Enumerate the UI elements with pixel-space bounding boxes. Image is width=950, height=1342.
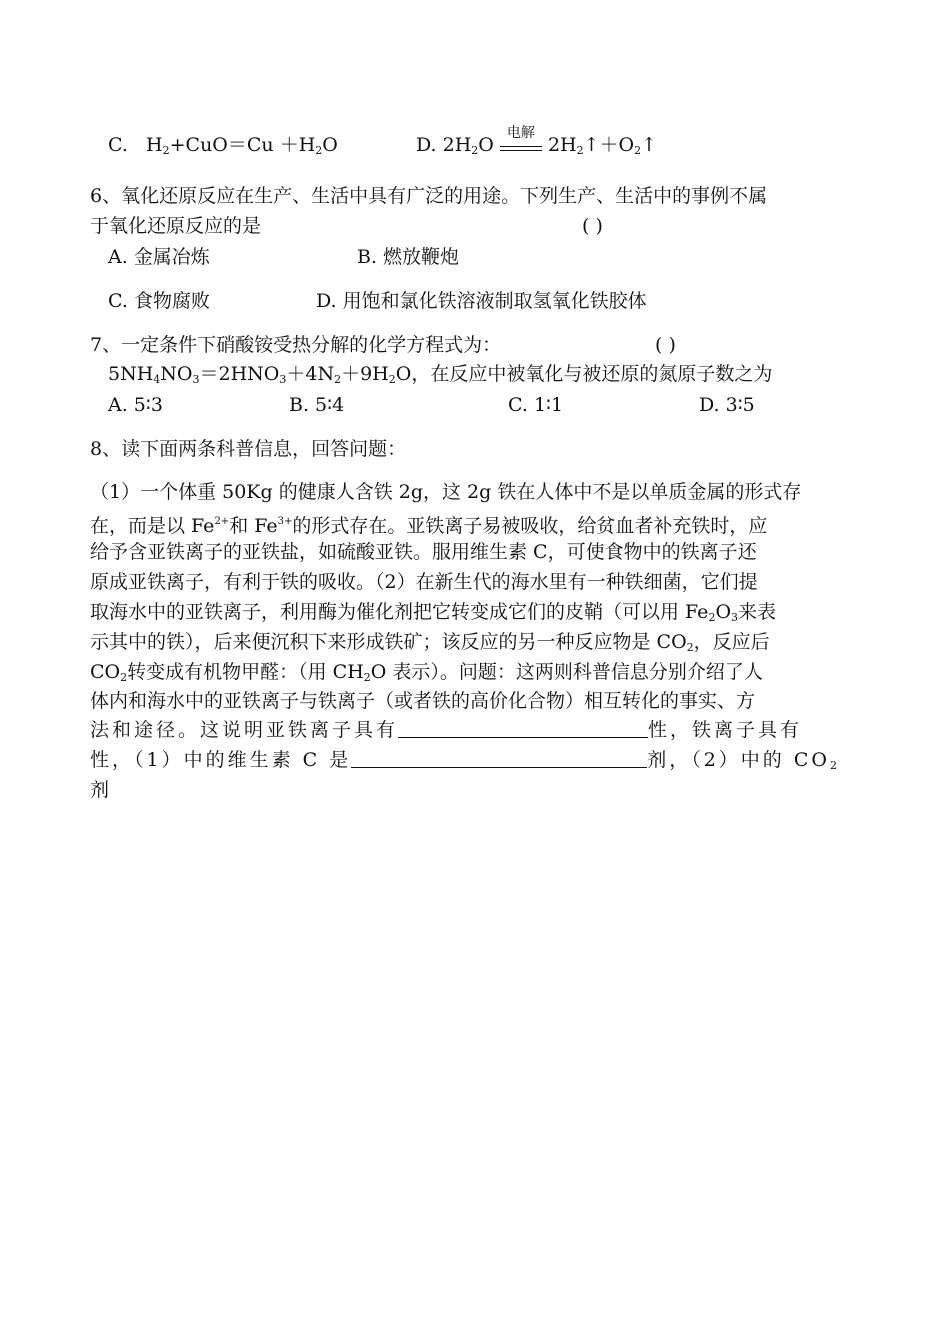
q7-option-a: A. 5∶3 (108, 394, 163, 416)
q5-d-end: ↑ (641, 134, 658, 156)
q5-c-rest: +CuO＝Cu ＋H (169, 134, 316, 156)
q5-c-h2o-sub: 2 (315, 144, 323, 157)
q5-option-d (416, 125, 658, 163)
q8-p6-sub: 2 (686, 641, 694, 654)
q8-p9-b: 性，铁离子具有 (648, 719, 803, 741)
q8-para-line9 (90, 718, 802, 742)
q8-p10-sub: 2 (829, 759, 840, 772)
answer-blank-vitamin-c-role[interactable] (351, 749, 647, 768)
q8-p7-c: O 表示）。问题：这两则科普信息分别介绍了人 (370, 661, 763, 683)
q7-eq-f: O，在反应中被氧化与被还原的氮原子数之为 (395, 363, 773, 385)
q8-p5-sub2: 3 (731, 611, 739, 624)
q6-stem-line2: 于氧化还原反应的是 (90, 215, 262, 237)
q8-para-line10 (90, 748, 840, 778)
q7-eq-d-sub: 2 (334, 373, 342, 386)
q8-p10-a: 性，（1）中的维生素 C 是 (90, 749, 352, 771)
q5-c-h: H (146, 134, 163, 156)
electrolysis-condition: 电解 (506, 125, 535, 141)
q8-p2-a: 在，而是以 Fe (90, 515, 215, 537)
q5-option-c (108, 133, 338, 163)
q7-answer-paren: ( ) (655, 334, 676, 356)
q8-p6-b: ，反应后 (693, 631, 770, 653)
q7-eq-a: 5NH (108, 363, 154, 385)
q7-stem: 7、一定条件下硝酸铵受热分解的化学方程式为： (90, 334, 502, 356)
q8-para-line11: 剂 (90, 779, 110, 801)
q5-d-mid: ↑＋O (583, 134, 635, 156)
q7-eq-c: ＝2HNO (199, 363, 280, 385)
q8-p7-b: 转变成有机物甲醛：（用 CH (127, 661, 364, 683)
answer-blank-ferrous-property[interactable] (398, 719, 648, 738)
q7-option-d: D. 3∶5 (699, 394, 755, 416)
q6-option-a: A. 金属冶炼 (108, 246, 210, 268)
q5-d-sub1: 2 (471, 144, 479, 157)
q8-p2-c: 的形式存在。亚铁离子易被吸收，给贫血者补充铁时，应 (292, 515, 768, 537)
q8-p5-c: 来表 (738, 601, 777, 623)
q5-c-label: C. (108, 134, 128, 156)
q7-eq-e-sub: 2 (388, 373, 396, 386)
q8-p5-sub1: 2 (708, 611, 716, 624)
q8-p5-b: O (715, 601, 732, 623)
q8-p2-b: 和 Fe (229, 515, 278, 537)
double-bar (500, 146, 542, 151)
q8-p10-b: 剂，（2）中的 CO (647, 749, 830, 771)
q6-option-d: D. 用饱和氯化铁溶液制取氢氧化铁胶体 (316, 290, 647, 312)
q8-para-line5 (90, 600, 776, 630)
q8-para-line7 (90, 660, 763, 690)
q8-para-line4: 原成亚铁离子，有利于铁的吸收。（2）在新生代的海水里有一种铁细菌，它们提 (90, 571, 758, 593)
q7-eq-c-sub: 3 (279, 373, 287, 386)
q5-d-o2-sub: 2 (634, 144, 642, 157)
q8-p9-a: 法和途径。这说明亚铁离子具有 (90, 719, 399, 741)
q8-stem: 8、读下面两条科普信息，回答问题： (90, 438, 407, 460)
q6-stem-line1: 6、氧化还原反应在生产、生活中具有广泛的用途。下列生产、生活中的事例不属 (90, 185, 768, 207)
q5-c-o: O (322, 134, 338, 156)
q8-p6-a: 示其中的铁），后来便沉积下来形成铁矿；该反应的另一种反应物是 CO (90, 631, 687, 653)
q7-eq-e: ＋9H (341, 363, 389, 385)
q6-option-c: C. 食物腐败 (108, 290, 210, 312)
q7-eq-d: ＋4N (286, 363, 335, 385)
q8-p7-sub2: 2 (363, 671, 371, 684)
fe2-charge: 2+ (214, 516, 230, 527)
q6-option-b: B. 燃放鞭炮 (357, 246, 460, 268)
q8-para-line6 (90, 630, 770, 660)
fe3-charge: 3+ (277, 516, 293, 527)
q7-eq-b: NO (160, 363, 193, 385)
electrolysis-equals-sign (500, 125, 542, 151)
q6-answer-paren: ( ) (582, 215, 603, 237)
q7-equation (108, 362, 772, 392)
q5-d-h2-sub: 2 (576, 144, 584, 157)
q8-p5-a: 取海水中的亚铁离子，利用酶为催化剂把它转变成它们的皮鞘（可以用 Fe (90, 601, 709, 623)
q8-p7-sub: 2 (120, 671, 128, 684)
q5-d-o: O (478, 134, 494, 156)
q7-option-b: B. 5∶4 (289, 394, 345, 416)
q7-option-c: C. 1∶1 (508, 394, 564, 416)
q8-para-line3: 给予含亚铁离子的亚铁盐，如硫酸亚铁。服用维生素 C，可使食物中的铁离子还 (90, 541, 757, 563)
q7-eq-b-sub: 3 (192, 373, 200, 386)
q5-d-label: D. 2H (416, 134, 472, 156)
q8-p7-a: CO (90, 661, 121, 683)
q7-eq-a-sub: 4 (153, 373, 161, 386)
q8-para-line8: 体内和海水中的亚铁离子与铁离子（或者铁的高价化合物）相互转化的事实、方 (90, 690, 756, 712)
q8-para-line2 (90, 510, 767, 538)
q5-d-h2: 2H (547, 134, 577, 156)
q8-para-line1: （1）一个体重 50Kg 的健康人含铁 2g，这 2g 铁在人体中不是以单质金属的形式存 (90, 481, 802, 503)
q5-c-h-sub: 2 (162, 144, 170, 157)
